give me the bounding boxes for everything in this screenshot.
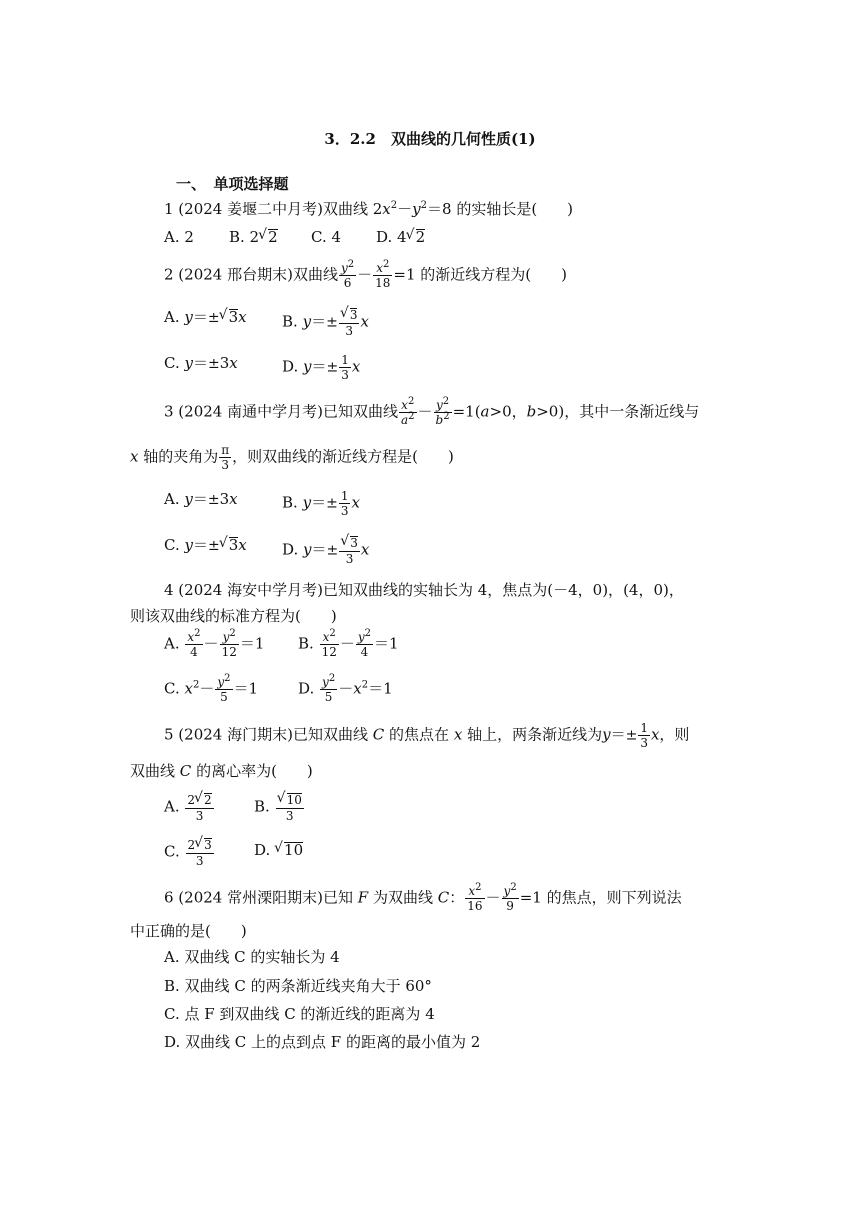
sqrt-symbol: √ 2 (259, 227, 278, 247)
q4-option-b[interactable]: B. $\frac{x^2}{12}$ － $\frac{y^2}{4}$ ＝1 (298, 628, 399, 659)
fraction: $\frac{x^2}{16}$ (467, 882, 483, 913)
question-6: 6 (2024 常州溧阳期末)已知 F 为双曲线 C： $\frac{x^2}{16}$ － $\frac{y^2}{9}$ =1 的焦点，则下列说法 (164, 882, 682, 913)
question-5-line-2: 双曲线 C 的离心率为( ) (130, 762, 313, 780)
q6-option-a[interactable]: A. 双曲线 C 的实轴长为 4 (164, 948, 340, 966)
fraction: √ $\frac{3}{3}$ (339, 307, 360, 338)
fraction: $\frac{2√ 2}{3}$ (185, 792, 213, 823)
q4-option-b-label: B. (298, 634, 314, 653)
q3-stem-e: ，则双曲线的渐近线方程是( ) (232, 447, 454, 466)
q2-stem: 2 (2024 邢台期末)双曲线 (164, 265, 338, 284)
fraction: $\frac{y^2}{5}$ (322, 673, 336, 704)
question-3: 3 (2024 南通中学月考)已知双曲线 $\frac{x^2}{a^2}$ － $\frac{y^2}{b^2}$ =1(a>0，b>0)，其中一条渐近线与 (164, 396, 700, 427)
fraction: $\frac{y^2}{b^2}$ (435, 396, 450, 427)
q6-stem-c: =1 的焦点，则下列说法 (519, 888, 682, 907)
fraction: √ $\frac{3}{3}$ (339, 535, 360, 566)
q3-option-a-label: A. (164, 490, 180, 508)
fraction: $\frac{x^2}{18}$ (375, 259, 391, 290)
sqrt-symbol: √ 3 (220, 535, 239, 555)
q3-option-c[interactable]: C. y＝±√ 3x (164, 535, 247, 556)
q2-option-c[interactable]: C. y＝±3x (164, 354, 238, 372)
question-5: 5 (2024 海门期末)已知双曲线 C 的焦点在 x 轴上，两条渐近线为y＝± $\frac{1}{3}$ x，则 (164, 721, 690, 750)
q5-option-c[interactable] (164, 837, 215, 868)
q5-stem-d: ，则 (659, 725, 690, 744)
q5-option-d[interactable] (254, 840, 303, 860)
sqrt-symbol: √ 3 (220, 307, 239, 327)
fraction: $\frac{x^2}{a^2}$ (400, 396, 415, 427)
q1-stem-end: 的实轴长是( ) (456, 200, 574, 218)
q2-option-d-label: D. (282, 357, 299, 376)
q4-option-a-label: A. (164, 634, 180, 653)
question-6-line-2: 中正确的是( ) (130, 922, 247, 940)
q5-option-b-label: B. (254, 797, 270, 816)
q1-option-a[interactable]: A. 2 (164, 228, 194, 246)
fraction: $\frac{y^2}{5}$ (217, 673, 231, 704)
q5-stem-c: 轴上，两条渐近线为 (467, 725, 603, 744)
sqrt-symbol: √ 2 (407, 227, 426, 247)
q5-stem-e: 双曲线 (130, 762, 176, 780)
q3-stem-b: =1( (452, 402, 481, 421)
q3-option-a[interactable]: A. y＝±3x (164, 490, 238, 508)
q5-option-a-label: A. (164, 797, 180, 816)
question-3-line-2: x 轴的夹角为 $\frac{\pi}{3}$ ，则双曲线的渐近线方程是( ) (130, 443, 454, 472)
q2-option-a[interactable]: A. y＝±√ 3x (164, 307, 247, 328)
q2-stem-end: =1 的渐近线方程为( ) (393, 265, 568, 284)
q1-option-c[interactable]: C. 4 (311, 228, 342, 246)
q5-option-c-label: C. (164, 842, 180, 861)
q2-option-b[interactable]: B. y＝± √ $\frac{3}{3}$ x (282, 307, 369, 338)
q1-option-d-label: D. 4 (376, 228, 407, 246)
section-heading: 一、 单项选择题 (176, 175, 289, 193)
q5-stem-f: 的离心率为( ) (196, 762, 313, 780)
q6-option-b[interactable]: B. 双曲线 C 的两条渐近线夹角大于 60° (164, 977, 432, 995)
q3-option-b[interactable]: B. y＝± $\frac{1}{3}$ x (282, 489, 360, 518)
fraction: $\frac{\pi}{3}$ (221, 443, 230, 472)
q6-stem: 6 (2024 常州溧阳期末)已知 (164, 888, 353, 907)
q1-option-d[interactable] (376, 227, 425, 247)
fraction: $\frac{1}{3}$ (341, 353, 349, 382)
fraction: $\frac{y^2}{12}$ (221, 628, 237, 659)
q1-stem: 1 (2024 姜堰二中月考)双曲线 2 (164, 200, 383, 218)
question-2: 2 (2024 邢台期末)双曲线 $\frac{y^2}{6}$ － $\frac{x^2}{18}$ =1 的渐近线方程为( ) (164, 259, 568, 290)
q5-option-b[interactable] (254, 792, 305, 823)
fraction: $\frac{1}{3}$ (340, 489, 349, 518)
q4-option-a[interactable]: A. $\frac{x^2}{4}$ － $\frac{y^2}{12}$ ＝1 (164, 628, 265, 659)
q2-option-d[interactable]: D. y＝± $\frac{1}{3}$ x (282, 353, 361, 382)
q3-option-b-label: B. (282, 493, 298, 512)
sqrt-symbol: √ 10 (275, 840, 303, 860)
fraction: $\frac{y^2}{9}$ (503, 882, 517, 913)
q3-stem-d: 轴的夹角为 (143, 447, 219, 466)
q2-option-c-label: C. (164, 354, 180, 372)
fraction: $\frac{2√ 3}{3}$ (186, 837, 214, 868)
q6-option-c[interactable]: C. 点 F 到双曲线 C 的渐近线的距离为 4 (164, 1005, 435, 1023)
q1-option-b-label: B. 2 (229, 228, 260, 246)
question-4: 4 (2024 海安中学月考)已知双曲线的实轴长为 4，焦点为(－4，0)，(4，0)， (164, 581, 684, 599)
q4-option-d-label: D. (298, 679, 315, 698)
q5-stem: 5 (2024 海门期末)已知双曲线 (164, 725, 368, 744)
question-4-line-2: 则该双曲线的标准方程为( ) (130, 607, 337, 625)
q2-option-a-label: A. (164, 308, 180, 326)
q4-option-c[interactable]: C. $x^2-$ $\frac{y^2}{5}$ ＝1 (164, 673, 259, 704)
fraction: $\frac{1}{3}$ (640, 721, 648, 750)
fraction: √ $\frac{10}{3}$ (276, 792, 304, 823)
fraction: $\frac{y^2}{6}$ (340, 259, 355, 290)
q4-option-c-label: C. (164, 679, 180, 698)
q4-option-d[interactable]: D. $\frac{y^2}{5}$ $-x^2=1$ (298, 673, 393, 704)
q3-option-d[interactable]: D. y＝± √ $\frac{3}{3}$ x (282, 535, 369, 566)
q5-stem-b: 的焦点在 (389, 725, 450, 744)
fraction: $\frac{x^2}{4}$ (187, 628, 201, 659)
question-1: 1 (2024 姜堰二中月考)双曲线 $2x^2-y^2=8$ 的实轴长是( ) (164, 200, 574, 218)
q6-option-d[interactable]: D. 双曲线 C 上的点到点 F 的距离的最小值为 2 (164, 1033, 481, 1051)
fraction: $\frac{y^2}{4}$ (357, 628, 372, 659)
page-title: 3．2.2 双曲线的几何性质(1) (324, 130, 536, 148)
fraction: $\frac{x^2}{12}$ (321, 628, 337, 659)
q5-option-d-label: D. (254, 841, 271, 859)
q5-option-a[interactable] (164, 792, 215, 823)
q6-stem-b: 为双曲线 (372, 888, 433, 907)
q1-option-b[interactable] (229, 227, 278, 247)
q3-stem: 3 (2024 南通中学月考)已知双曲线 (164, 402, 398, 421)
q3-option-d-label: D. (282, 540, 299, 559)
q2-option-b-label: B. (282, 312, 298, 331)
q3-stem-c: ，其中一条渐近线与 (564, 402, 700, 421)
q3-option-c-label: C. (164, 536, 180, 554)
